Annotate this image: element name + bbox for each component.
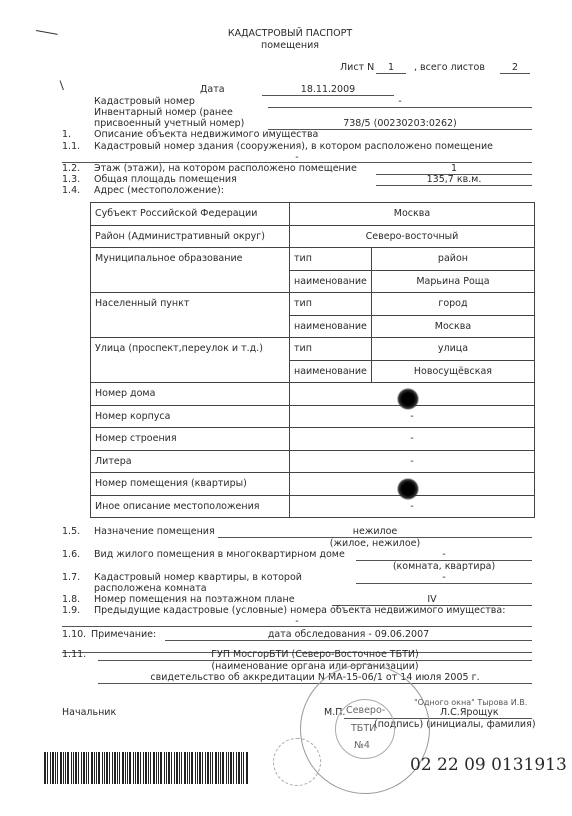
signature-hint: (подпись) (инициалы, фамилия) xyxy=(374,719,536,730)
barcode-bar xyxy=(228,752,229,784)
underline xyxy=(98,683,532,684)
type-label: тип xyxy=(290,293,372,316)
item-1-7-label-1: Кадастровый номер квартиры, в которой xyxy=(94,572,302,583)
subject-label: Субъект Российской Федерации xyxy=(91,203,290,226)
item-1-11-hint: (наименование органа или организации) xyxy=(211,661,419,672)
barcode-bar xyxy=(226,752,227,784)
security-seal xyxy=(273,738,321,786)
barcode-bar xyxy=(187,752,188,784)
barcode-bar xyxy=(50,752,51,784)
underline xyxy=(376,185,532,186)
other-label: Иное описание местоположения xyxy=(91,495,290,518)
item-1-11-num: 1.11. xyxy=(62,649,87,660)
settlement-label: Населенный пункт xyxy=(91,293,290,338)
structure-value: - xyxy=(290,428,535,451)
barcode-bar xyxy=(86,752,87,784)
barcode-bar xyxy=(98,752,100,784)
table-row xyxy=(91,203,535,226)
inventory-label-1: Инвентарный номер (ранее xyxy=(94,107,233,118)
barcode-bar xyxy=(73,752,74,784)
barcode-bar xyxy=(233,752,234,784)
barcode-bar xyxy=(135,752,136,784)
barcode-bar xyxy=(44,752,46,784)
municipal-name: Марьина Роща xyxy=(371,270,534,293)
barcode-bar xyxy=(222,752,224,784)
barcode-bar xyxy=(47,752,48,784)
item-1-1-num: 1.1. xyxy=(62,141,81,152)
barcode-bar xyxy=(127,752,128,784)
street-label: Улица (проспект,переулок и т.д.) xyxy=(91,338,290,383)
table-row xyxy=(91,495,535,518)
item-1-9-label: Предыдущие кадастровые (условные) номера объекта недвижимого имущества: xyxy=(94,605,506,616)
section1-num: 1. xyxy=(62,129,72,140)
barcode-bar xyxy=(236,752,237,784)
inventory-label-2: присвоенный учетный номер) xyxy=(94,118,245,129)
barcode-bar xyxy=(57,752,58,784)
district-label: Район (Административный округ) xyxy=(91,225,290,248)
item-1-4-label: Адрес (местоположение): xyxy=(94,185,224,196)
item-1-11-value: ГУП МосгорБТИ (Северо-Восточное ТБТИ) xyxy=(211,649,419,660)
serial-number: 02 22 09 0131913 xyxy=(410,755,567,775)
table-row xyxy=(91,293,535,316)
item-1-5-value: нежилое xyxy=(352,526,398,537)
sheet-total: 2 xyxy=(511,62,519,73)
barcode-bar xyxy=(145,752,147,784)
underline xyxy=(165,640,532,641)
item-1-7-num: 1.7. xyxy=(62,572,81,583)
table-row xyxy=(91,473,535,496)
item-1-5-label: Назначение помещения xyxy=(94,526,215,537)
barcode-bar xyxy=(75,752,77,784)
barcode-bar xyxy=(156,752,157,784)
item-1-9-num: 1.9. xyxy=(62,605,81,616)
barcode-bar xyxy=(129,752,131,784)
barcode-bar xyxy=(171,752,172,784)
barcode-bar xyxy=(205,752,206,784)
barcode-bar xyxy=(243,752,244,784)
barcode-bar xyxy=(230,752,232,784)
item-1-3-num: 1.3. xyxy=(62,174,81,185)
barcode-bar xyxy=(195,752,196,784)
barcode-bar xyxy=(220,752,221,784)
barcode-bar xyxy=(215,752,217,784)
inventory-value: 738/5 (00230203:0262) xyxy=(343,118,457,129)
item-1-10-label: Примечание: xyxy=(91,629,157,640)
barcode-bar xyxy=(119,752,120,784)
head-label: Начальник xyxy=(62,707,117,718)
underline xyxy=(500,73,530,74)
item-1-6-value: - xyxy=(442,549,446,560)
barcode-bar xyxy=(197,752,198,784)
municipal-label: Муниципальное образование xyxy=(91,248,290,293)
barcode-bar xyxy=(143,752,144,784)
barcode-bar xyxy=(96,752,97,784)
litera-value: - xyxy=(290,450,535,473)
name-label: наименование xyxy=(290,315,372,338)
stamp-text: ТБТИ xyxy=(351,723,377,734)
cadastral-number-value: - xyxy=(398,96,402,107)
item-1-3-value: 135,7 кв.м. xyxy=(426,174,482,185)
accreditation-certificate: свидетельство об аккредитации N МА-15-06/1 от 14 июля 2005 г. xyxy=(150,672,480,683)
barcode-bar xyxy=(189,752,190,784)
table-row xyxy=(91,383,535,406)
barcode-bar xyxy=(78,752,79,784)
barcode-bar xyxy=(65,752,66,784)
barcode-bar xyxy=(71,752,72,784)
barcode-bar xyxy=(150,752,151,784)
barcode-bar xyxy=(88,752,89,784)
barcode-bar xyxy=(181,752,182,784)
date-value: 18.11.2009 xyxy=(300,84,356,95)
barcode-bar xyxy=(166,752,167,784)
barcode-bar xyxy=(83,752,85,784)
signatory-name: Л.С.Ярощук xyxy=(440,707,499,718)
table-row xyxy=(91,428,535,451)
item-1-6-num: 1.6. xyxy=(62,549,81,560)
structure-label: Номер строения xyxy=(91,428,290,451)
item-1-2-label: Этаж (этажи), на котором расположено помещение xyxy=(94,163,357,174)
table-row xyxy=(91,405,535,428)
barcode-bar xyxy=(133,752,134,784)
barcode-bar xyxy=(176,752,178,784)
sheet-number: 1 xyxy=(387,62,395,73)
item-1-6-label: Вид жилого помещения в многоквартирном доме xyxy=(94,549,345,560)
barcode-bar xyxy=(246,752,248,784)
item-1-10-num: 1.10. xyxy=(62,629,87,640)
redaction-blot xyxy=(397,478,419,500)
barcode-bar xyxy=(202,752,203,784)
barcode-bar xyxy=(125,752,126,784)
item-1-3-label: Общая площадь помещения xyxy=(94,174,237,185)
barcode-bar xyxy=(109,752,110,784)
sheet-label: Лист N xyxy=(340,62,375,73)
barcode-bar xyxy=(112,752,113,784)
section1-label: Описание объекта недвижимого имущества xyxy=(94,129,319,140)
barcode-bar xyxy=(218,752,219,784)
document-subtitle: помещения xyxy=(261,40,319,51)
barcode-bar xyxy=(52,752,54,784)
barcode-bar xyxy=(91,752,93,784)
barcode-bar xyxy=(81,752,82,784)
barcode-bar xyxy=(106,752,108,784)
item-1-9-value: - xyxy=(295,616,299,627)
barcode-bar xyxy=(153,752,155,784)
barcode xyxy=(44,752,248,784)
underline xyxy=(62,626,532,627)
barcode-bar xyxy=(158,752,159,784)
barcode-bar xyxy=(210,752,211,784)
item-1-5-hint: (жилое, нежилое) xyxy=(329,538,421,549)
table-row xyxy=(91,225,535,248)
redaction-blot xyxy=(397,388,419,410)
barcode-bar xyxy=(184,752,186,784)
barcode-bar xyxy=(174,752,175,784)
barcode-bar xyxy=(114,752,116,784)
barcode-bar xyxy=(168,752,170,784)
item-1-1-value: - xyxy=(295,152,299,163)
street-type: улица xyxy=(371,338,534,361)
other-value: - xyxy=(290,495,535,518)
barcode-bar xyxy=(55,752,56,784)
barcode-bar xyxy=(212,752,213,784)
barcode-bar xyxy=(199,752,201,784)
barcode-bar xyxy=(207,752,209,784)
pen-mark xyxy=(36,30,58,35)
item-1-1-label: Кадастровый номер здания (сооружения), в котором расположено помещение xyxy=(94,141,493,152)
seal-place-label: М.П. xyxy=(324,707,346,718)
date-label: Дата xyxy=(200,84,225,95)
name-label: наименование xyxy=(290,270,372,293)
table-row xyxy=(91,338,535,361)
item-1-2-num: 1.2. xyxy=(62,163,81,174)
item-1-6-hint: (комната, квартира) xyxy=(392,561,496,572)
subject-value: Москва xyxy=(290,203,535,226)
barcode-bar xyxy=(67,752,69,784)
table-row xyxy=(91,248,535,271)
name-label: наименование xyxy=(290,360,372,383)
item-1-8-value: IV xyxy=(427,594,437,605)
stamp-text: Северо- xyxy=(346,705,386,716)
barcode-bar xyxy=(102,752,103,784)
district-value: Северо-восточный xyxy=(290,225,535,248)
barcode-bar xyxy=(104,752,105,784)
barcode-bar xyxy=(63,752,64,784)
document-title: КАДАСТРОВЫЙ ПАСПОРТ xyxy=(227,28,353,39)
stamp-top-text: "Одного окна" Тырова И.В. xyxy=(414,698,528,707)
stamp-text: №4 xyxy=(354,740,370,751)
barcode-bar xyxy=(241,752,242,784)
barcode-bar xyxy=(60,752,62,784)
barcode-bar xyxy=(238,752,240,784)
barcode-bar xyxy=(140,752,141,784)
pen-mark xyxy=(60,80,64,90)
item-1-8-label: Номер помещения на поэтажном плане xyxy=(94,594,295,605)
address-table xyxy=(90,202,535,518)
item-1-10-value: дата обследования - 09.06.2007 xyxy=(267,629,430,640)
table-row xyxy=(91,450,535,473)
barcode-bar xyxy=(122,752,124,784)
cadastral-number-label: Кадастровый номер xyxy=(94,96,195,107)
building-value: - xyxy=(290,405,535,428)
building-label: Номер корпуса xyxy=(91,405,290,428)
sheet-total-label: , всего листов xyxy=(414,62,485,73)
municipal-type: район xyxy=(371,248,534,271)
settlement-type: город xyxy=(371,293,534,316)
barcode-bar xyxy=(117,752,118,784)
barcode-bar xyxy=(94,752,95,784)
item-1-2-value: 1 xyxy=(450,163,458,174)
street-name: Новосущёвская xyxy=(371,360,534,383)
barcode-bar xyxy=(191,752,193,784)
litera-label: Литера xyxy=(91,450,290,473)
item-1-7-value: - xyxy=(442,572,446,583)
settlement-name: Москва xyxy=(371,315,534,338)
room-label: Номер помещения (квартиры) xyxy=(91,473,290,496)
barcode-bar xyxy=(179,752,180,784)
barcode-bar xyxy=(164,752,165,784)
barcode-bar xyxy=(137,752,139,784)
underline xyxy=(268,107,532,108)
house-label: Номер дома xyxy=(91,383,290,406)
underline xyxy=(356,583,532,584)
item-1-4-num: 1.4. xyxy=(62,185,81,196)
barcode-bar xyxy=(160,752,162,784)
item-1-7-label-2: расположена комната xyxy=(94,583,207,594)
type-label: тип xyxy=(290,338,372,361)
underline xyxy=(376,73,406,74)
item-1-8-num: 1.8. xyxy=(62,594,81,605)
barcode-bar xyxy=(148,752,149,784)
item-1-5-num: 1.5. xyxy=(62,526,81,537)
type-label: тип xyxy=(290,248,372,271)
